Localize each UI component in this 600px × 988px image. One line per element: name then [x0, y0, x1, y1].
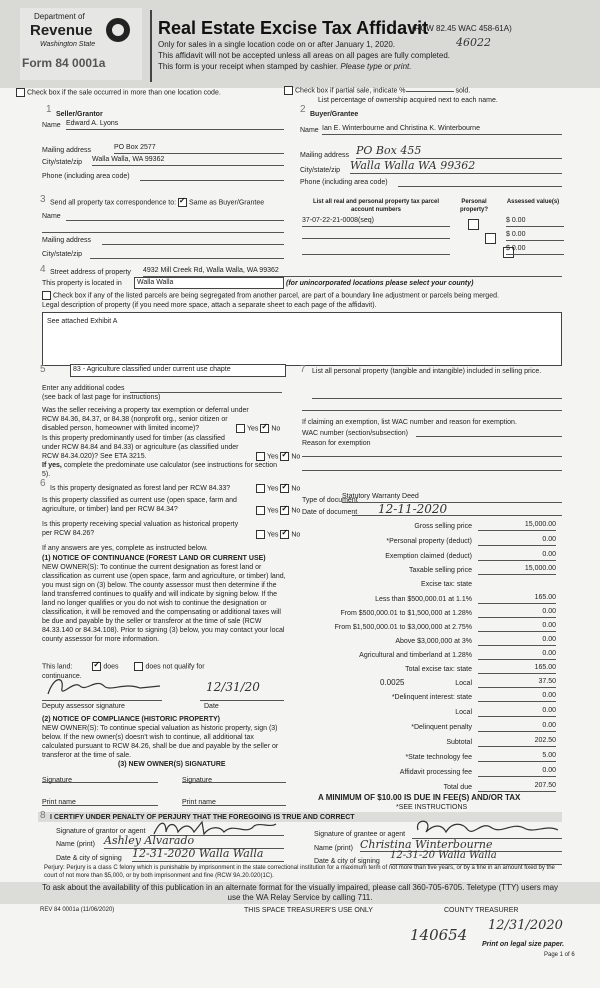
form-number: Form 84 0001a	[22, 56, 106, 70]
forest-no-checkbox[interactable]	[280, 484, 289, 493]
buyer-name-label: Name	[300, 127, 319, 134]
certify-statement: I CERTIFY UNDER PENALTY OF PERJURY THAT THE FOREGOING IS TRUE AND CORRECT	[50, 814, 355, 821]
tax-label-subtotal: Subtotal	[446, 739, 472, 746]
buyer-mail-field[interactable]: PO Box 455	[356, 144, 562, 159]
forest-land-question: Is this property designated as forest land per RCW 84.33?	[50, 485, 231, 492]
partial-sale-checkbox[interactable]	[284, 86, 293, 95]
predominate-use-note: If yes, complete the predominate use calculator (see instructions for section 5).	[42, 462, 278, 478]
notice-compliance-text: NEW OWNER(S): To continue special valuation as historic property, sign (3) below. If the new owner(s) doesn't wish to continue, all additional tax calculated pursuant to RCW 84.26, shall be due and payable by the seller or transferor at the time of sale.	[42, 725, 279, 759]
see-instructions: *SEE INSTRUCTIONS	[396, 804, 468, 811]
grantor-name-field[interactable]: Ashley Alvarado	[104, 834, 284, 849]
form-title: Real Estate Excise Tax Affidavit	[158, 18, 429, 38]
multi-location-row: Check box if the sale occurred in more than one location code.	[16, 88, 221, 97]
current-use-yes-checkbox[interactable]	[256, 506, 265, 515]
tax-value-delinq-int-local[interactable]: 0.00	[478, 706, 556, 717]
historic-no-checkbox[interactable]	[280, 530, 289, 539]
section-8-number: 8	[40, 810, 46, 821]
parcel-header: List all real and personal property tax parcel account numbers	[312, 199, 440, 213]
section-2-number: 2	[300, 104, 306, 115]
personal-property-list: List all personal property (tangible and intangible) included in selling price.	[312, 368, 542, 375]
segregated-row: Check box if any of the listed parcels are being segregated from another parcel, are part of a boundary line adjustment or parcels being merged.	[42, 291, 562, 300]
section-7-number: 7	[300, 364, 306, 375]
assessed-value-2[interactable]: $ 0.00	[506, 230, 564, 241]
tax-value-delinq-penalty[interactable]: 0.00	[478, 721, 556, 732]
additional-codes-label: Enter any additional codes	[42, 385, 125, 392]
receipt-number: 140654	[410, 926, 468, 944]
tax-value-delinq-int-state[interactable]: 0.00	[478, 691, 556, 702]
street-field[interactable]: 4932 Mill Creek Rd, Walla Walla, WA 99362	[143, 266, 562, 277]
tax-label-tech-fee: *State technology fee	[405, 754, 472, 761]
doc-type-field[interactable]: Statutory Warranty Deed	[342, 492, 562, 503]
s3-mail-label: Mailing address	[42, 237, 92, 244]
tax-label-processing-fee: Affidavit processing fee	[399, 769, 472, 776]
personal-property-checkbox-2[interactable]	[485, 233, 496, 244]
current-use-no-checkbox[interactable]	[280, 506, 289, 515]
tax-label-1-1pct: Less than $500,000.01 at 1.1%	[375, 596, 472, 603]
exemption-no-checkbox[interactable]	[260, 424, 269, 433]
claim-exemption-label: If claiming an exemption, list WAC number and reason for exemption.	[302, 419, 517, 426]
personal-property-line-1[interactable]	[312, 398, 562, 399]
parcel-number-field-3[interactable]	[302, 254, 450, 255]
parcel-number-field-2[interactable]	[302, 238, 450, 239]
tax-label-3pct: Above $3,000,000 at 3%	[395, 638, 472, 645]
exemption-yes-checkbox[interactable]	[236, 424, 245, 433]
new-owner-signature-title: (3) NEW OWNER(S) SIGNATURE	[118, 761, 226, 768]
grantor-name-label: Name (print)	[56, 841, 95, 848]
does-not-qualify-checkbox[interactable]	[134, 662, 143, 671]
timber-yes-checkbox[interactable]	[256, 452, 265, 461]
minimum-notice: A MINIMUM OF $10.00 IS DUE IN FEE(S) AND/OR TAX	[318, 793, 521, 802]
seller-phone-field[interactable]	[140, 180, 284, 181]
forest-yes-checkbox[interactable]	[256, 484, 265, 493]
grantee-signature	[412, 816, 562, 840]
assessed-value-1[interactable]: $ 0.00	[506, 216, 564, 227]
buyer-phone-field[interactable]	[398, 186, 562, 187]
section-6-number: 6	[40, 478, 46, 489]
s3-name-field[interactable]	[66, 220, 284, 221]
seller-mail-field[interactable]: PO Box 2577	[114, 143, 284, 154]
signature-label-2: Signature	[182, 777, 212, 784]
legal-label: Legal description of property (if you need more space, attach a separate sheet to each page of the affidavit).	[42, 302, 377, 309]
grantee-sig-label: Signature of grantee or agent	[314, 831, 406, 838]
timber-yes-no: Yes ✓ No	[256, 452, 300, 461]
assessor-date-label: Date	[204, 703, 219, 710]
wac-field[interactable]	[416, 436, 562, 437]
grantor-sig-label: Signature of grantor or agent	[56, 828, 146, 835]
handwritten-number: 46022	[456, 36, 491, 49]
tax-value-exemption[interactable]: 0.00	[478, 550, 556, 561]
multi-location-checkbox[interactable]	[16, 88, 25, 97]
tax-label-gross: Gross selling price	[414, 523, 472, 530]
dor-logo-icon	[106, 18, 130, 42]
county-treasurer-label: COUNTY TREASURER	[444, 907, 519, 914]
street-label: Street address of property	[50, 269, 131, 276]
assessor-signature-label: Deputy assessor signature	[42, 703, 125, 710]
assessor-signature-line[interactable]	[42, 700, 162, 701]
seller-city-label: City/state/zip	[42, 159, 83, 166]
forest-yes-no: Yes ✓ No	[256, 484, 300, 493]
seller-mail-label: Mailing address	[42, 147, 92, 154]
notice-compliance-title: (2) NOTICE OF COMPLIANCE (HISTORIC PROPERTY)	[42, 716, 220, 723]
tax-value-3pct[interactable]: 0.00	[478, 635, 556, 646]
tax-value-subtotal[interactable]: 202.50	[478, 736, 556, 747]
see-back-note: (see back of last page for instructions)	[42, 394, 161, 401]
tax-label-delinq-int-local: Local	[455, 709, 472, 716]
does-qualify-checkbox[interactable]	[92, 662, 101, 671]
personal-property-header: Personal property?	[459, 199, 488, 213]
perjury-notice: Perjury: Perjury is a class C felony which is punishable by imprisonment in the state correctional institution for a maximum term of not more than five years, or by a fine in an amount fixed by the court of not more than $5,000, or by both imprisonment and fine (RCW 9A.20.020(1C).	[44, 865, 555, 879]
section-1-number: 1	[46, 104, 52, 115]
reason-field-1[interactable]	[302, 456, 562, 457]
exemption-yes-no: Yes ✓ No	[236, 424, 280, 433]
personal-property-line-2[interactable]	[302, 410, 562, 411]
doc-date-field[interactable]: 12-11-2020	[352, 502, 562, 516]
tax-label-delinq-penalty: *Delinquent penalty	[411, 724, 472, 731]
seller-name-label: Name	[42, 122, 61, 129]
assessed-value-3[interactable]: $ 0.00	[506, 244, 564, 255]
buyer-city-label: City/state/zip	[300, 167, 341, 174]
assessor-date: 12/31/20	[206, 680, 260, 694]
seller-phone-label: Phone (including area code)	[42, 173, 130, 180]
reason-field-2[interactable]	[302, 470, 562, 471]
continuance-word: continuance.	[42, 673, 82, 680]
s3-mail-field[interactable]	[102, 244, 284, 245]
legal-paper-note: Print on legal size paper.	[482, 941, 565, 948]
personal-property-checkbox-1[interactable]	[468, 219, 479, 230]
tax-label-personal: *Personal property (deduct)	[386, 538, 472, 545]
tax-label-total-due: Total due	[443, 784, 472, 791]
alternate-format-text: To ask about the availability of this publication in an alternate format for the visually impaired, please call 360-705-6705. Teletype (TTY) users may use the WA Relay Service by calling 711.	[41, 883, 559, 902]
buyer-title: Buyer/Grantee	[310, 111, 359, 118]
tax-value-taxable[interactable]: 15,000.00	[478, 564, 556, 575]
send-correspondence: Send all property tax correspondence to: ✓ Same as Buyer/Grantee	[50, 198, 264, 207]
tax-label-2-75pct: From $1,500,000.01 to $3,000,000 at 2.75%	[334, 624, 472, 631]
located-label: This property is located in	[42, 280, 122, 287]
seller-name-field[interactable]: Edward A. Lyons	[66, 119, 284, 130]
tax-value-1-28pct[interactable]: 0.00	[478, 607, 556, 618]
dor-logo-block	[20, 8, 142, 80]
print-name-label-2: Print name	[182, 799, 216, 806]
list-pct-note: List percentage of ownership acquired next to each name.	[318, 97, 498, 104]
reason-label: Reason for exemption	[302, 440, 371, 447]
tax-value-total-due[interactable]: 207.50	[478, 781, 556, 792]
seller-city-field[interactable]: Walla Walla, WA 99362	[92, 155, 284, 166]
section-3-number: 3	[40, 194, 46, 205]
partial-pct-field[interactable]	[406, 91, 454, 92]
tax-label-total-state: Total excise tax: state	[405, 666, 472, 673]
tax-value-personal[interactable]: 0.00	[478, 535, 556, 546]
assessor-date-line[interactable]	[200, 700, 284, 701]
tax-value-tech-fee[interactable]: 5.00	[478, 751, 556, 762]
tax-label-taxable: Taxable selling price	[408, 567, 472, 574]
grantee-date-label: Date & city of signing	[314, 858, 380, 865]
tax-value-processing-fee[interactable]: 0.00	[478, 766, 556, 777]
s3-city-field[interactable]	[90, 258, 284, 259]
timber-no-checkbox[interactable]	[280, 452, 289, 461]
header-line1: Only for sales in a single location code on or after January 1, 2020.	[158, 40, 396, 49]
buyer-name-field[interactable]: Ian E. Winterbourne and Christina K. Winterbourne	[322, 124, 562, 135]
tax-label-1-28pct: From $500,000.01 to $1,500,000 at 1.28%	[340, 610, 472, 617]
s3-city-label: City/state/zip	[42, 251, 83, 258]
parcel-number-field-1[interactable]: 37-07-22-21-0008(seq)	[302, 216, 450, 227]
tax-value-local[interactable]: 37.50	[478, 677, 556, 688]
rcw-ref: (RCW 82.45 WAC 458-61A)	[412, 24, 512, 33]
dept-line3: Washington State	[40, 41, 96, 48]
historic-yes-checkbox[interactable]	[256, 530, 265, 539]
partial-sale-row: Check box if partial sale, indicate % sold.	[284, 86, 470, 95]
tax-value-agri[interactable]: 0.00	[478, 649, 556, 660]
buyer-phone-label: Phone (including area code)	[300, 179, 388, 186]
header-line3: This form is your receipt when stamped by cashier. Please type or print.	[158, 62, 412, 71]
signature-label-1: Signature	[42, 777, 72, 784]
section-4-number: 4	[40, 264, 46, 275]
s3-name-field-2[interactable]	[42, 232, 284, 233]
current-use-question: Is this property classified as current use (open space, farm and agriculture, or timber) land per RCW 84.34?	[42, 497, 237, 513]
doc-date-label: Date of document	[302, 509, 358, 516]
section-5-number: 5	[40, 364, 46, 375]
use-code-select[interactable]: 83 - Agriculture classified under current use chapte	[70, 364, 286, 377]
stamp-date: 12/31/2020	[488, 918, 563, 933]
segregated-checkbox[interactable]	[42, 291, 51, 300]
grantee-date-field[interactable]: 12-31-20 Walla Walla	[390, 850, 562, 865]
grantee-name-field[interactable]: Christina Winterbourne	[360, 838, 562, 852]
wac-label: WAC number (section/subsection)	[302, 430, 408, 437]
doc-type-label: Type of document	[302, 497, 358, 504]
grantee-name-label: Name (print)	[314, 845, 353, 852]
dept-line2: Revenue	[30, 22, 93, 39]
timber-question: Is this property predominantly used for timber (as classified under RCW 84.84 and 84.33) or agriculture (as classified under RCW 84.34.020)? See ETA 3215.	[42, 435, 239, 460]
treasurer-use-label: THIS SPACE TREASURER'S USE ONLY	[244, 907, 373, 914]
notice-continuance-text: NEW OWNER(S): To continue the current designation as forest land or classification as current use (open space, farm and agriculture, or timber) land, you must sign on (3) below. The county assessor must then determine if the land transferred continues to qualify and will indicate by signing below. If the land no longer qualifies or you do not wish to continue the designation or classification, it will be removed and the compensating or additional taxes will be due and payable by the seller or transferor at the time of sale (RCW 84.33.140 or 84.34.108). Prior to signing (3) below, you may contact your local county assessor for more information.	[42, 564, 286, 643]
revision-label: REV 84 0001a (11/06/2020)	[40, 907, 115, 913]
if-any-yes: If any answers are yes, complete as instructed below.	[42, 545, 208, 552]
exemption-question: Was the seller receiving a property tax exemption or deferral under RCW 84.36, 84.37, or 84.38 (nonprofit org., senior citizen or disabled person, homeowner with limited income)?	[42, 407, 249, 432]
notice-continuance-title: (1) NOTICE OF CONTINUANCE (FOREST LAND OR CURRENT USE)	[42, 555, 266, 562]
tax-label-exemption: Exemption claimed (deduct)	[385, 553, 472, 560]
header-divider	[150, 10, 152, 82]
grantor-date-label: Date & city of signing	[56, 855, 122, 862]
this-land-row: This land: ✓ does does not qualify for	[42, 662, 205, 671]
assessed-value-header: Assessed value(s)	[506, 199, 560, 205]
print-name-label-1: Print name	[42, 799, 76, 806]
same-as-buyer-checkbox[interactable]	[178, 198, 187, 207]
tax-value-2-75pct[interactable]: 0.00	[478, 621, 556, 632]
tax-label-delinq-int-state: *Delinquent interest: state	[391, 694, 472, 701]
buyer-city-field[interactable]: Walla Walla WA 99362	[350, 159, 562, 174]
assessor-signature	[44, 672, 164, 702]
tax-value-total-state[interactable]: 165.00	[478, 663, 556, 674]
dept-line1: Department of	[34, 12, 85, 21]
tax-value-gross[interactable]: 15,000.00	[478, 520, 556, 531]
local-rate: 0.0025	[380, 678, 405, 687]
grantor-date-field[interactable]: 12-31-2020 Walla Walla	[132, 847, 284, 862]
historic-yes-no: Yes ✓ No	[256, 530, 300, 539]
historic-question: Is this property receiving special valuation as historical property per RCW 84.26?	[42, 521, 239, 537]
header-line2: This affidavit will not be accepted unless all areas on all pages are fully completed.	[158, 51, 451, 60]
legal-description-field[interactable]: See attached Exhibit A	[42, 312, 562, 366]
tax-label-excise-state: Excise tax: state	[421, 581, 472, 588]
s3-name-label: Name	[42, 213, 61, 220]
county-select[interactable]: Walla Walla	[134, 277, 284, 289]
seller-title: Seller/Grantor	[56, 111, 103, 118]
tax-label-agri: Agricultural and timberland at 1.28%	[359, 652, 472, 659]
tax-label-local: Local	[455, 680, 472, 687]
current-use-yes-no: Yes ✓ No	[256, 506, 300, 515]
located-note: (for unincorporated locations please select your county)	[286, 280, 474, 287]
tax-value-1-1pct[interactable]: 165.00	[478, 593, 556, 604]
page-number: Page 1 of 6	[544, 952, 575, 958]
buyer-mail-label: Mailing address	[300, 152, 350, 159]
